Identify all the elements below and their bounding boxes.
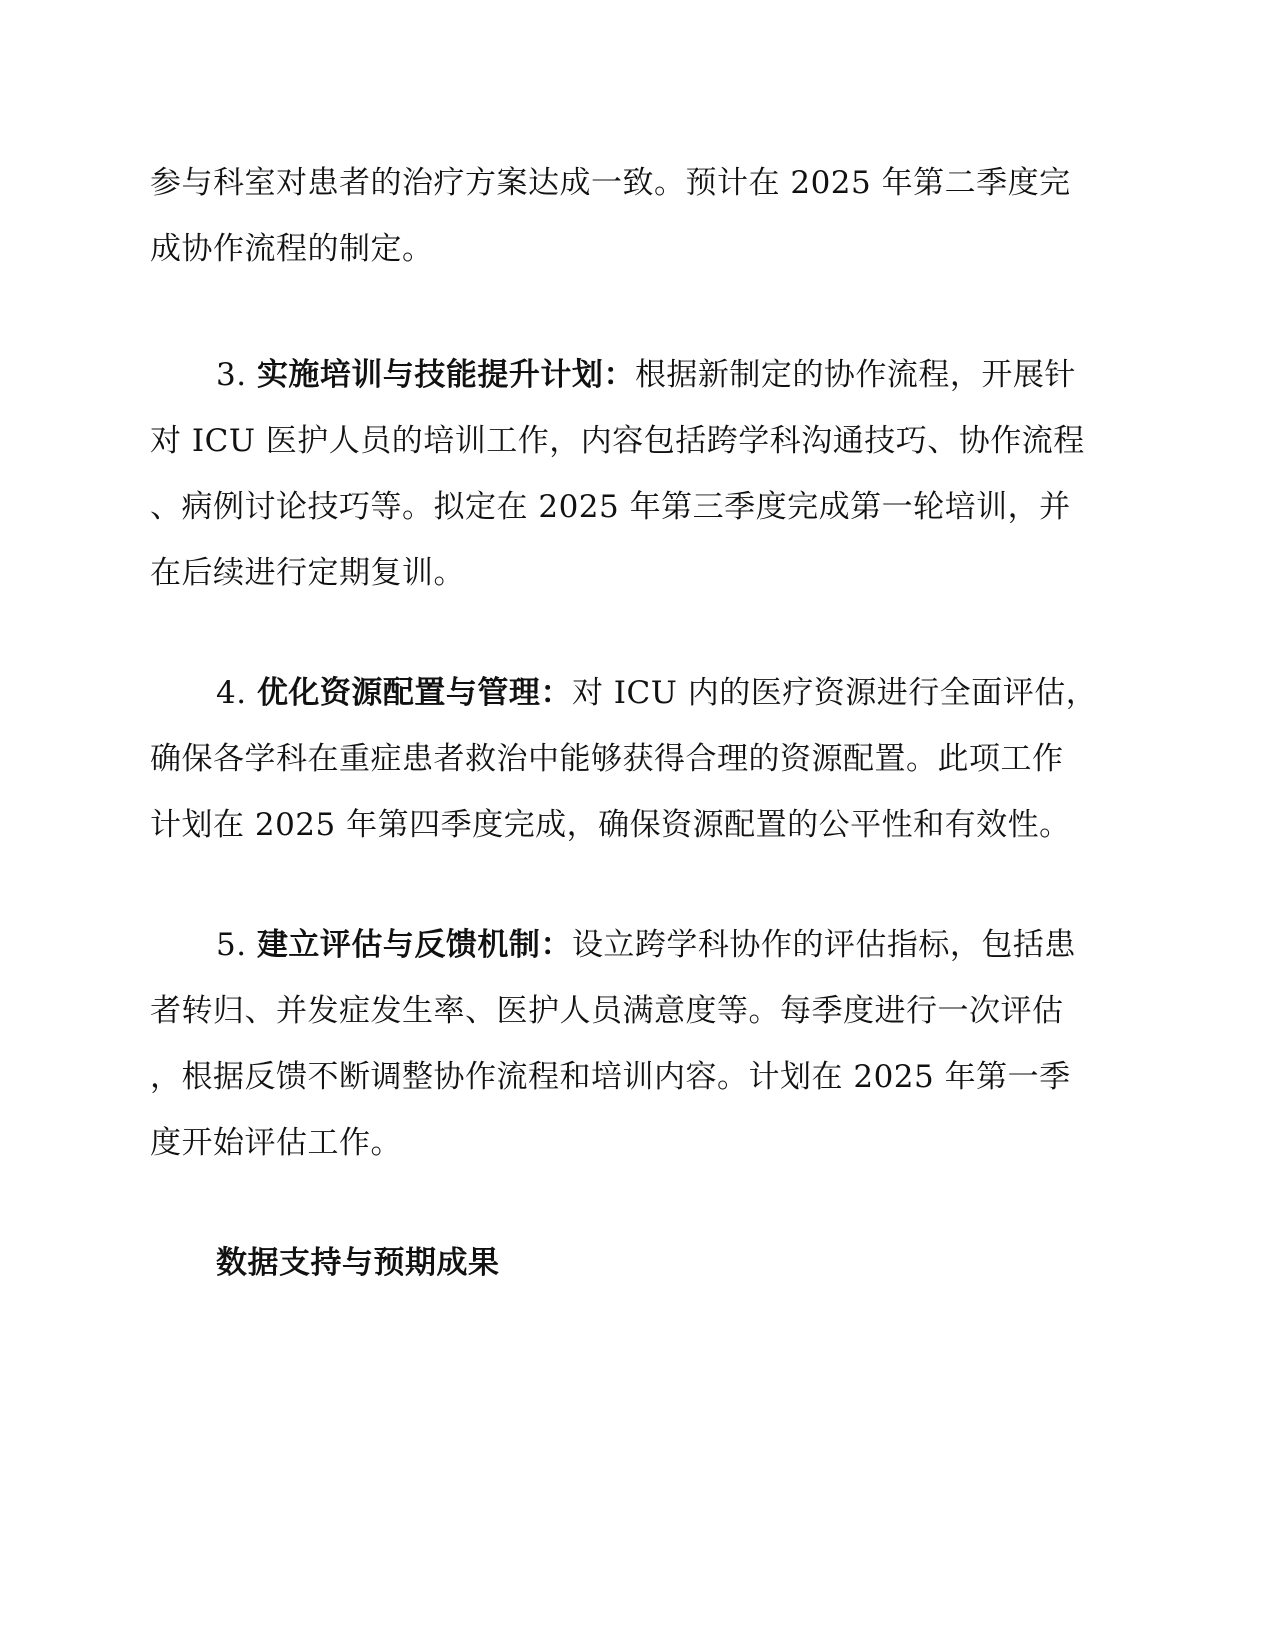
- paragraph-line: ，根据反馈不断调整协作流程和培训内容。计划在 2025 年第一季: [150, 1059, 1071, 1095]
- paragraph-line: 对 ICU 医护人员的培训工作，内容包括跨学科沟通技巧、协作流程: [150, 423, 1085, 459]
- list-item-first-line: [150, 342, 1125, 408]
- paragraph-line: 度开始评估工作。: [150, 1125, 402, 1161]
- section-heading: 数据支持与预期成果: [216, 1245, 500, 1281]
- list-item-title: 建立评估与反馈机制: [256, 927, 541, 963]
- title-separator: ：: [603, 357, 635, 393]
- list-item-first-line: [150, 912, 1125, 978]
- title-separator: ：: [540, 675, 572, 711]
- list-item-title: 优化资源配置与管理: [256, 675, 541, 711]
- title-separator: ：: [540, 927, 572, 963]
- list-item-training-plan: [150, 342, 1125, 606]
- list-item-text: 对 ICU 内的医疗资源进行全面评估，: [571, 675, 1098, 711]
- list-item-title: 实施培训与技能提升计划: [256, 357, 604, 393]
- paragraph-line: 者转归、并发症发生率、医护人员满意度等。每季度进行一次评估: [150, 993, 1064, 1029]
- paragraph-line: 、病例讨论技巧等。拟定在 2025 年第三季度完成第一轮培训，并: [150, 489, 1071, 525]
- paragraph-line: 参与科室对患者的治疗方案达成一致。预计在 2025 年第二季度完: [150, 165, 1071, 201]
- list-item-text: 设立跨学科协作的评估指标，包括患: [571, 927, 1076, 963]
- continuation-paragraph: [150, 150, 1125, 282]
- list-item-resource-optimization: [150, 660, 1125, 858]
- paragraph-line: 确保各学科在重症患者救治中能够获得合理的资源配置。此项工作: [150, 741, 1064, 777]
- list-item-first-line: [150, 660, 1125, 726]
- paragraph-line: 计划在 2025 年第四季度完成，确保资源配置的公平性和有效性。: [150, 807, 1071, 843]
- list-item-number: 4.: [216, 675, 257, 711]
- list-item-evaluation-feedback: [150, 912, 1125, 1176]
- list-item-number: 5.: [216, 927, 257, 963]
- paragraph-line: 在后续进行定期复训。: [150, 555, 465, 591]
- list-item-text: 根据新制定的协作流程，开展针: [634, 357, 1076, 393]
- paragraph-line: 成协作流程的制定。: [150, 231, 434, 267]
- list-item-number: 3.: [216, 357, 257, 393]
- section-heading-block: [150, 1230, 1125, 1296]
